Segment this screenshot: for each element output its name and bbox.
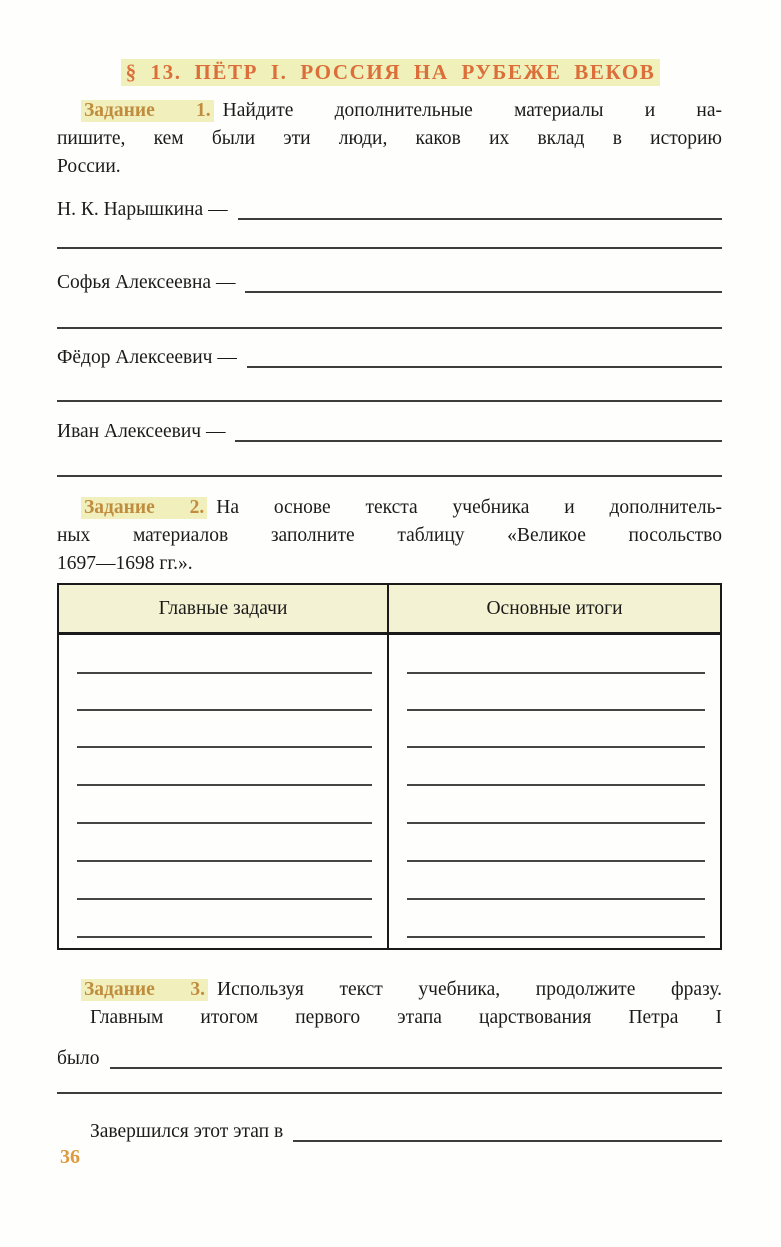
table-body bbox=[59, 635, 720, 949]
table-header-tasks: Главные задачи bbox=[59, 585, 389, 632]
fill-prefix: было bbox=[57, 1048, 100, 1069]
person-row-fyodor bbox=[57, 344, 722, 372]
answer-blank[interactable] bbox=[110, 1067, 722, 1069]
ruled-line[interactable] bbox=[77, 709, 372, 711]
table-cell-results[interactable] bbox=[389, 635, 720, 949]
ruled-line[interactable] bbox=[407, 822, 705, 824]
ruled-line[interactable] bbox=[407, 784, 705, 786]
answer-line[interactable] bbox=[57, 400, 722, 402]
task1-label: Задание 1. bbox=[81, 100, 214, 122]
task3-intro-line-2: Главным итогом первого этапа царствования Петра I bbox=[90, 1007, 722, 1028]
task1-intro bbox=[57, 97, 722, 181]
table-header-row bbox=[59, 585, 720, 635]
person-name: Софья Алексеевна — bbox=[57, 272, 236, 293]
ruled-line[interactable] bbox=[407, 672, 705, 674]
task2-label: Задание 2. bbox=[81, 497, 207, 519]
ruled-line[interactable] bbox=[77, 936, 372, 938]
task2-intro-text-1: На основе текста учебника и дополнитель- bbox=[216, 497, 722, 518]
ruled-line[interactable] bbox=[77, 672, 372, 674]
task3-intro bbox=[57, 976, 722, 1032]
table-cell-tasks[interactable] bbox=[59, 635, 389, 949]
task1-intro-line-3: России. bbox=[57, 156, 121, 177]
answer-line[interactable] bbox=[57, 247, 722, 249]
task1-intro-line-2: пишите, кем были эти люди, каков их вклад в историю bbox=[57, 128, 722, 149]
answer-line[interactable] bbox=[57, 1092, 722, 1094]
task3-fill-row-bylo bbox=[57, 1045, 722, 1073]
answer-blank[interactable] bbox=[235, 440, 722, 442]
person-name: Фёдор Алексеевич — bbox=[57, 347, 237, 368]
ruled-line[interactable] bbox=[407, 936, 705, 938]
task2-intro-line-1 bbox=[57, 494, 722, 522]
task3-intro-text-1: Используя текст учебника, продолжите фразу. bbox=[217, 979, 722, 1000]
ruled-line[interactable] bbox=[77, 784, 372, 786]
ruled-line[interactable] bbox=[407, 746, 705, 748]
task2-intro-line-2: ных материалов заполните таблицу «Великое посольство bbox=[57, 525, 722, 546]
task3-intro-line-1 bbox=[57, 976, 722, 1004]
answer-blank[interactable] bbox=[247, 366, 722, 368]
section-title bbox=[0, 60, 781, 85]
task3-fill-row-zavershilsya bbox=[90, 1118, 722, 1146]
task2-intro-line-3: 1697—1698 гг.». bbox=[57, 553, 193, 574]
answer-line[interactable] bbox=[57, 327, 722, 329]
section-title-text: § 13. ПЁТР I. РОССИЯ НА РУБЕЖЕ ВЕКОВ bbox=[121, 59, 661, 86]
table-header-results: Основные итоги bbox=[486, 598, 623, 619]
task1-intro-text-1: Найдите дополнительные материалы и на- bbox=[222, 100, 722, 121]
person-row-sofia bbox=[57, 269, 722, 297]
task1-intro-line-1 bbox=[57, 97, 722, 125]
person-name: Иван Алексеевич — bbox=[57, 421, 226, 442]
answer-line[interactable] bbox=[57, 475, 722, 477]
task3-label: Задание 3. bbox=[81, 979, 208, 1001]
ruled-line[interactable] bbox=[77, 898, 372, 900]
answer-blank[interactable] bbox=[238, 218, 722, 220]
ruled-line[interactable] bbox=[407, 898, 705, 900]
great-embassy-table bbox=[57, 583, 722, 950]
person-row-naryshkina bbox=[57, 196, 722, 224]
fill-prefix: Завершился этот этап в bbox=[90, 1121, 284, 1142]
ruled-line[interactable] bbox=[407, 860, 705, 862]
answer-blank[interactable] bbox=[293, 1140, 722, 1142]
person-row-ivan bbox=[57, 418, 722, 446]
task2-intro bbox=[57, 494, 722, 578]
answer-blank[interactable] bbox=[245, 291, 722, 293]
page-number: 36 bbox=[60, 1146, 80, 1168]
ruled-line[interactable] bbox=[77, 822, 372, 824]
ruled-line[interactable] bbox=[77, 746, 372, 748]
ruled-line[interactable] bbox=[407, 709, 705, 711]
person-name: Н. К. Нарышкина — bbox=[57, 199, 228, 220]
ruled-line[interactable] bbox=[77, 860, 372, 862]
